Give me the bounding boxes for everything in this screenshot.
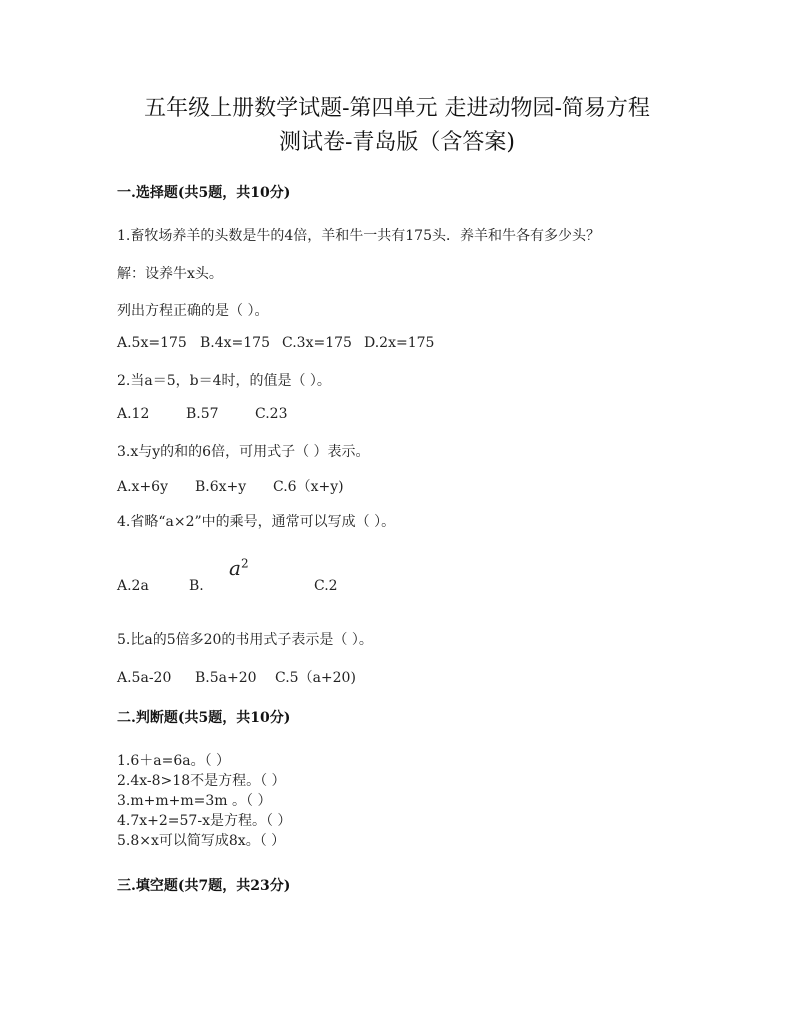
judge-item-3: 3.m+m+m=3m 。（ ） [117, 793, 272, 809]
q1-option-c: C.3x=175 [282, 335, 352, 351]
q5-text: 5.比a的5倍多20的书用式子表示是（ ）。 [117, 632, 373, 648]
judge-item-1: 1.6＋a=6a。（ ） [117, 753, 231, 769]
q2-options [117, 406, 287, 422]
q2-option-c: C.23 [255, 406, 288, 422]
q4-option-a: A.2a [117, 578, 149, 594]
q4-formula-a-squared [229, 556, 249, 580]
q2-text: 2.当a＝5，b＝4时，的值是（ ）。 [117, 373, 331, 389]
q4-option-b: B. [189, 578, 204, 594]
section1-heading: 一.选择题(共5题，共10分) [117, 185, 291, 201]
q4-options [117, 578, 338, 594]
q1-text: 1.畜牧场养羊的头数是牛的4倍，羊和牛一共有175头．养羊和牛各有多少头？ [117, 228, 600, 244]
q5-option-b: B.5a+20 [195, 670, 257, 686]
doc-title-line2: 测试卷-青岛版（含答案) [278, 130, 516, 155]
judge-item-2: 2.4x-8>18不是方程。（ ） [117, 773, 286, 789]
q4-text: 4.省略“a×2”中的乘号，通常可以写成（ ）。 [117, 514, 396, 530]
q1-option-a: A.5x=175 [117, 335, 187, 351]
section3-heading: 三.填空题(共7题，共23分) [117, 878, 291, 894]
q2-option-b: B.57 [186, 406, 219, 422]
q4-formula-exponent: 2 [240, 556, 249, 571]
q1-options [117, 335, 434, 351]
judge-item-4: 4.7x+2=57-x是方程。（ ） [117, 813, 292, 829]
q5-option-c: C.5（a+20) [275, 670, 356, 686]
q1-prompt: 列出方程正确的是（ ）。 [117, 303, 269, 319]
q1-option-d: D.2x=175 [364, 335, 435, 351]
q2-option-a: A.12 [117, 406, 150, 422]
q4-formula-base: a [229, 556, 241, 580]
q3-option-b: B.6x+y [195, 479, 247, 495]
q3-option-c: C.6（x+y) [273, 479, 344, 495]
q5-option-a: A.5a-20 [117, 670, 172, 686]
q5-options [117, 667, 356, 687]
judge-item-5: 5.8×x可以简写成8x。（ ） [117, 833, 286, 849]
q3-text: 3.x与y的和的6倍，可用式子（ ）表示。 [117, 444, 370, 460]
q4-option-c: C.2 [314, 578, 338, 594]
section2-heading: 二.判断题(共5题，共10分) [117, 710, 291, 726]
q3-options [117, 476, 344, 496]
q1-solution: 解：设养牛x头。 [117, 266, 223, 282]
q1-option-b: B.4x=175 [200, 335, 270, 351]
q3-option-a: A.x+6y [117, 479, 169, 495]
doc-title-line1: 五年级上册数学试题-第四单元 走进动物园-简易方程 [144, 96, 650, 121]
